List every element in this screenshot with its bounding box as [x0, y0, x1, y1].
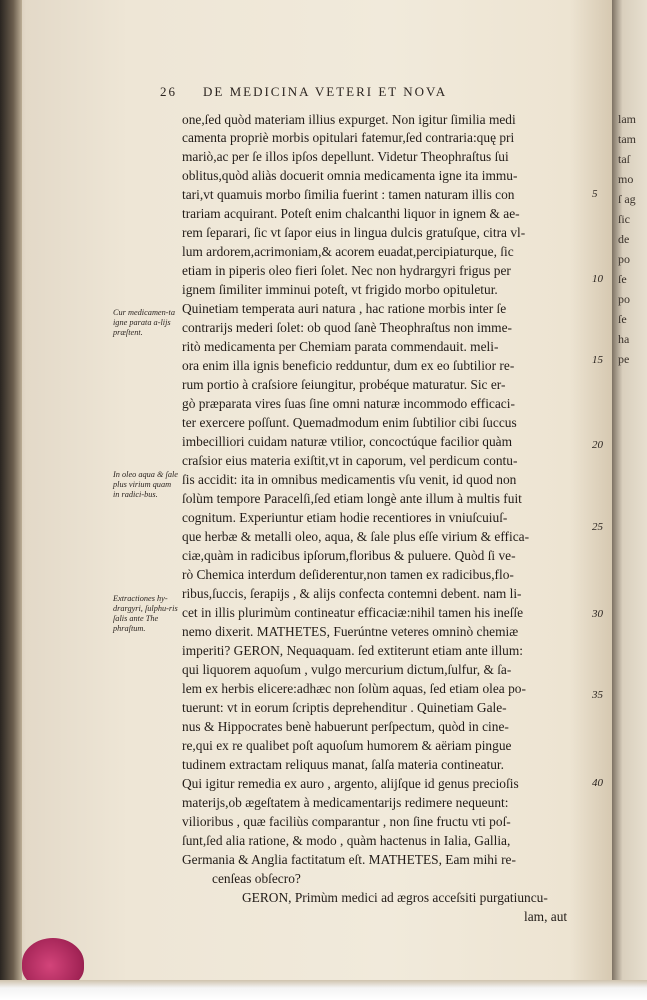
text-line: cognitum. Experiuntur etiam hodie recentiores in vniuſcuiuſ- — [182, 510, 508, 525]
facing-page-fragment: de — [618, 232, 630, 246]
margin-gloss: Extractiones hy-drargyri, ſulphu-ris ſalis ante The phraſtum. — [113, 594, 178, 633]
text-line: nus & Hippocrates benè habuerunt perſpectum, quòd in cine- — [182, 719, 509, 734]
scan-bottom-edge — [0, 980, 647, 1000]
text-line: one,ſed quòd materiam illius expurget. Non igitur ſimilia medi — [182, 112, 516, 127]
text-line: ignem ſimiliter imminui poteſt, vt frigido morbo opituletur. — [182, 282, 498, 297]
facing-page-edge — [612, 0, 647, 1000]
text-line: tuerunt: vt in eorum ſcriptis deprehenditur . Quinetiam Gale- — [182, 700, 507, 715]
text-line: GERON, Primùm medici ad ægros acceſsiti purgatiuncu- — [242, 890, 548, 905]
facing-page-fragment: po — [618, 292, 630, 306]
text-line: rem ſeparari, ſic vt ſapor eius in lingua dulcis gratuſque, citra vl- — [182, 225, 526, 240]
text-line: cet in illis plurimùm contineatur efficaciæ:nihil tamen his ineſſe — [182, 605, 524, 620]
text-line: imbecilliori cuidam naturæ vtilior, concoctúque facilior quàm — [182, 434, 513, 449]
facing-page-fragment: ha — [618, 332, 630, 346]
text-line: ribus,ſuccis, ſerapijs , & alijs confecta contemni debent. nam li- — [182, 586, 522, 601]
text-line: nemo dixerit. MATHETES, Fuerúntne veteres omninò chemiæ — [182, 624, 519, 639]
text-line: etiam in piperis oleo fieri ſolet. Nec non hydrargyri frigus per — [182, 263, 511, 278]
text-line: rò Chemica interdum deſiderentur,non tamen ex radicibus,flo- — [182, 567, 514, 582]
text-line: materijs,ob ægeſtatem à medicamentarijs redimere nequeunt: — [182, 795, 509, 810]
text-line: mariò,ac per ſe illos ipſos depellunt. Videtur Theophraſtus ſui — [182, 149, 509, 164]
text-line: vilioribus , quæ faciliùs comparantur , non ſine fructu vti poſ- — [182, 814, 511, 829]
text-line: contrarijs mederi ſolet: ob quod ſanè Theophraſtus non imme- — [182, 320, 512, 335]
text-line: lam, aut — [524, 909, 568, 924]
text-line: craſsior eius materia exiſtit,vt in caporum, vel perdicum contu- — [182, 453, 518, 468]
text-line: oblitus,quòd aliàs docuerit omnia medicamenta igne ita immu- — [182, 168, 518, 183]
text-line: qui liquorem aquoſum , vulgo mercurium dictum,ſulfur, & ſa- — [182, 662, 512, 677]
text-line: camenta propriè morbis opitulari fatemur,ſed contraria:quę pri — [182, 130, 515, 145]
facing-page-fragment: ſe — [618, 312, 627, 326]
margin-gloss: Cur medicamen-ta igne parata a-lijs præſtent. — [113, 308, 175, 337]
text-line: lum ardorem,acrimoniam,& acorem euadat,percipiaturque, ſic — [182, 244, 514, 259]
text-line: Quinetiam temperata auri natura , hac ratione morbis inter ſe — [182, 301, 507, 316]
text-line: lem ex herbis elicere:adhæc non ſolùm aquas, ſed etiam olea po- — [182, 681, 526, 696]
text-line: que herbæ & metalli oleo, aqua, & ſale plus eſſe virium & effica- — [182, 529, 530, 544]
text-line: tari,vt quamuis morbo ſimilia fuerint : tamen naturam illis con — [182, 187, 515, 202]
book-binding-edge — [0, 0, 22, 1000]
line-number: 40 — [592, 777, 603, 789]
line-number: 30 — [592, 608, 603, 620]
running-title: DE MEDICINA VETERI ET NOVA — [203, 84, 448, 99]
line-number: 15 — [592, 354, 603, 366]
line-number: 5 — [592, 188, 598, 200]
text-line: ritò medicamenta per Chemiam parata commendauit. meli- — [182, 339, 499, 354]
line-number: 20 — [592, 439, 603, 451]
text-line: trariam acquirant. Poteſt enim chalcanthi liquor in ignem & ae- — [182, 206, 520, 221]
facing-page-fragment: ſic — [618, 212, 630, 226]
text-line: rum portio à craſsiore ſeiungitur, probéque maturatur. Sic er- — [182, 377, 506, 392]
text-line: gò præparata vires ſuas ſine omni naturæ incommodo efficaci- — [182, 396, 515, 411]
line-number: 10 — [592, 273, 603, 285]
facing-page-fragment: po — [618, 252, 630, 266]
facing-page-fragment: mo — [618, 172, 634, 186]
margin-gloss: In oleo aqua & ſale plus virium quam in radici-bus. — [113, 470, 178, 499]
line-number: 25 — [592, 521, 603, 533]
text-line: cenſeas obſecro? — [212, 871, 301, 886]
text-line: ter exercere poſſunt. Quemadmodum enim ſubtilior cibi ſuccus — [182, 415, 517, 430]
running-head — [160, 84, 560, 100]
facing-page-fragment: ſ ag — [618, 192, 636, 206]
facing-page-fragment: ſe — [618, 272, 627, 286]
text-line: ſis accidit: ita in omnibus medicamentis vſu venit, id quod non — [182, 472, 517, 487]
page-number: 26 — [160, 84, 177, 99]
text-line: Qui igitur remedia ex auro , argento, alijſque id genus precioſis — [182, 776, 519, 791]
text-line: re,qui ex re qualibet poſt aquoſum humorem & aëriam pingue — [182, 738, 512, 753]
facing-page-fragment: tam — [618, 132, 636, 146]
text-line: ora enim illa ignis beneficio redduntur, dum ex eo ſubtilior re- — [182, 358, 515, 373]
facing-page-fragment: taſ — [618, 152, 630, 166]
facing-page-fragment: pe — [618, 352, 630, 366]
text-line: Germania & Anglia factitatum eſt. MATHETES, Eam mihi re- — [182, 852, 516, 867]
text-line: ſunt,ſed alia ratione, & modo , quàm hactenus in Ialia, Gallia, — [182, 833, 511, 848]
text-line: imperiti? GERON, Nequaquam. ſed extiterunt etiam ante illum: — [182, 643, 523, 658]
text-line: ciæ,quàm in radicibus ipſorum,floribus & puluere. Quòd ſi ve- — [182, 548, 516, 563]
text-line: tudinem extractam reliquus manat, ſalſa materia contineatur. — [182, 757, 504, 772]
line-number: 35 — [592, 689, 603, 701]
facing-page-fragment: lam — [618, 112, 636, 126]
text-line: ſolùm tempore Paracelſi,ſed etiam longè ante illum à multis fuit — [182, 491, 522, 506]
